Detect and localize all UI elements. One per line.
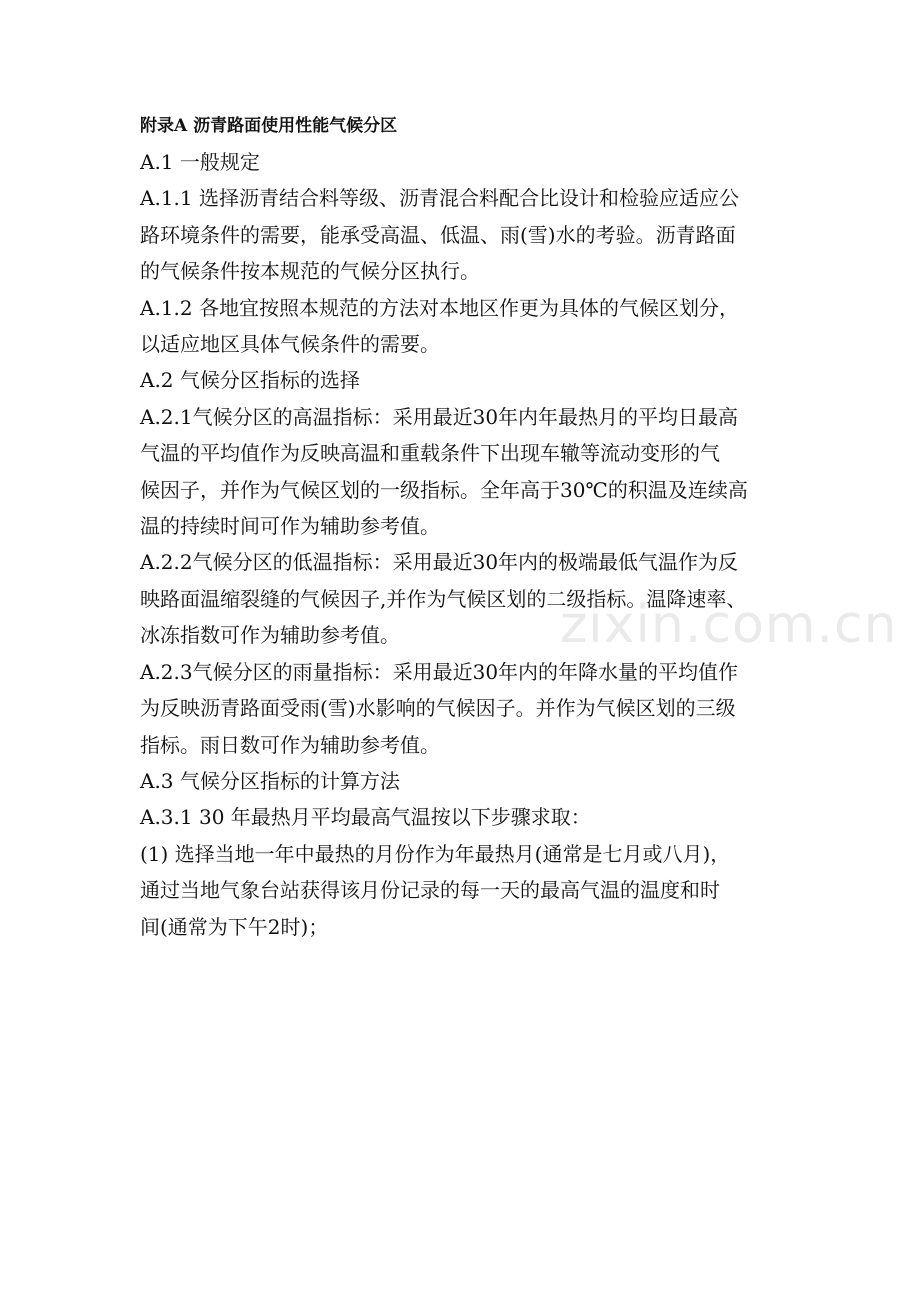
text-line: A.1.1 选择沥青结合料等级、沥青混合料配合比设计和检验应适应公 xyxy=(140,186,739,211)
text-line: A.2 气候分区指标的选择 xyxy=(140,368,360,393)
text-line: (1) 选择当地一年中最热的月份作为年最热月(通常是七月或八月)， xyxy=(140,841,731,866)
text-line: 温的持续时间可作为辅助参考值。 xyxy=(140,514,440,539)
text-line: A.2.3气候分区的雨量指标：采用最近30年内的年降水量的平均值作 xyxy=(140,659,739,684)
text-line: 的气候条件按本规范的气候分区执行。 xyxy=(140,259,480,284)
text-line: 通过当地气象台站获得该月份记录的每一天的最高气温的温度和时 xyxy=(140,878,720,903)
text-line: 指标。雨日数可作为辅助参考值。 xyxy=(140,732,440,757)
text-line: A.2.1气候分区的高温指标：采用最近30年内年最热月的平均日最高 xyxy=(140,404,739,429)
text-line: 路环境条件的需要，能承受高温、低温、雨(雪)水的考验。沥青路面 xyxy=(140,222,736,247)
text-line: A.3 气候分区指标的计算方法 xyxy=(140,768,400,793)
document-title: 附录A 沥青路面使用性能气候分区 xyxy=(140,116,398,136)
text-line: A.2.2气候分区的低温指标：采用最近30年内的极端最低气温作为反 xyxy=(140,550,739,575)
text-line: 间(通常为下午2时)； xyxy=(140,914,329,939)
text-line: 候因子，并作为气候区划的一级指标。全年高于30℃的积温及连续高 xyxy=(140,477,748,502)
watermark: zixin.com.cn xyxy=(560,595,898,655)
text-line: A.1 一般规定 xyxy=(140,150,260,174)
text-line: 冰冻指数可作为辅助参考值。 xyxy=(140,623,400,648)
text-line: 气温的平均值作为反映高温和重载条件下出现车辙等流动变形的气 xyxy=(140,441,720,466)
text-line: 以适应地区具体气候条件的需要。 xyxy=(140,332,440,357)
text-line: A.1.2 各地宜按照本规范的方法对本地区作更为具体的气候区划分， xyxy=(140,295,739,320)
text-line: A.3.1 30 年最热月平均最高气温按以下步骤求取： xyxy=(140,805,591,830)
text-line: 映路面温缩裂缝的气候因子,并作为气候区划的二级指标。温降速率、 xyxy=(140,586,747,611)
document-body xyxy=(140,108,785,945)
text-line: 为反映沥青路面受雨(雪)水影响的气候因子。并作为气候区划的三级 xyxy=(140,696,736,721)
